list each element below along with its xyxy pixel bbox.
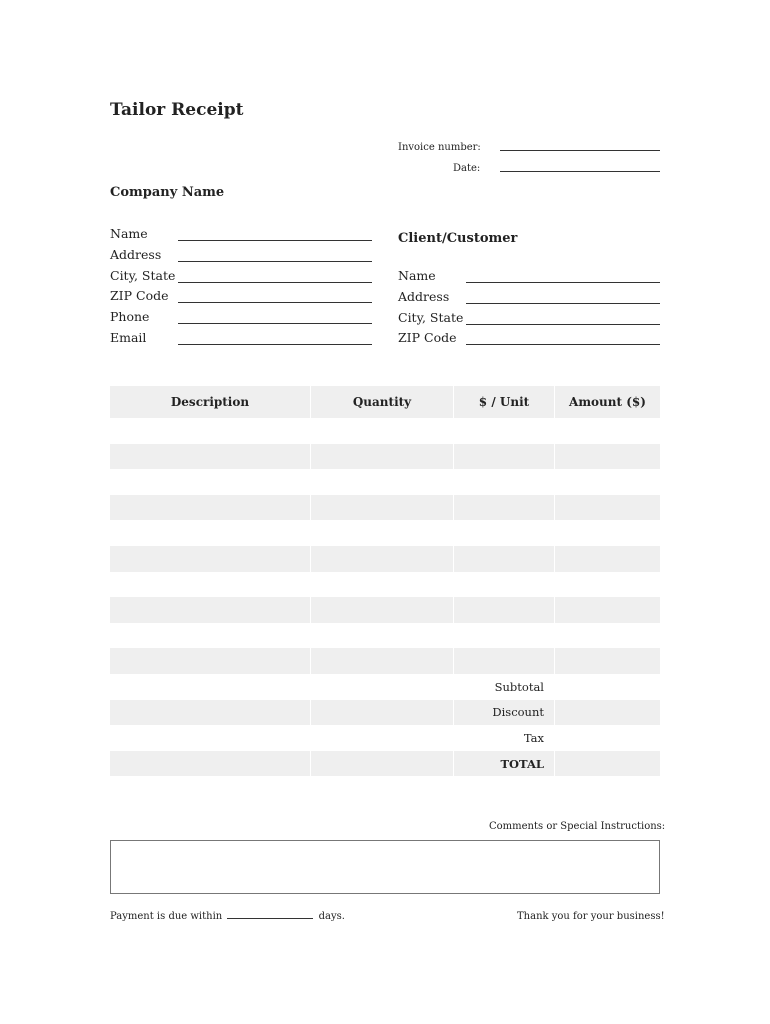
- summary-value[interactable]: [555, 674, 660, 700]
- table-cell[interactable]: [311, 495, 454, 521]
- header-amount: Amount ($): [569, 395, 646, 409]
- table-cell[interactable]: [555, 546, 660, 572]
- table-cell[interactable]: [311, 700, 454, 726]
- summary-row: [110, 700, 660, 726]
- table-cell[interactable]: [454, 520, 555, 546]
- comments-label: Comments or Special Instructions:: [489, 821, 666, 832]
- thanks-text: Thank you for your business!: [517, 911, 665, 922]
- table-row: [110, 444, 660, 470]
- table-cell[interactable]: [110, 648, 311, 674]
- company-field-input[interactable]: [178, 344, 372, 345]
- client-field-label: Name: [398, 268, 436, 283]
- table-row: [110, 469, 660, 495]
- company-field-label: Phone: [110, 309, 150, 325]
- company-heading: Company Name: [110, 185, 225, 200]
- client-field-label: City, State: [398, 309, 464, 325]
- table-cell[interactable]: [555, 495, 660, 521]
- table-cell[interactable]: [311, 546, 454, 572]
- payment-suffix: days.: [318, 911, 345, 922]
- table-cell[interactable]: [110, 700, 311, 726]
- table-cell[interactable]: [555, 418, 660, 444]
- comments-box[interactable]: [110, 840, 660, 894]
- header-quantity: Quantity: [311, 386, 454, 418]
- table-cell[interactable]: [110, 469, 311, 495]
- payment-days-field[interactable]: [227, 918, 313, 919]
- company-field-label: Address: [110, 246, 162, 262]
- company-field-label: Name: [110, 226, 148, 241]
- table-cell[interactable]: [555, 623, 660, 649]
- summary-label: TOTAL: [454, 751, 555, 777]
- summary-label: Tax: [454, 725, 555, 751]
- table-cell[interactable]: [311, 648, 454, 674]
- client-field-input[interactable]: [466, 303, 660, 304]
- table-header-row: [110, 386, 660, 418]
- summary-row: [110, 751, 660, 777]
- table-cell[interactable]: [311, 674, 454, 700]
- table-cell[interactable]: [555, 597, 660, 623]
- summary-label: Discount: [454, 700, 555, 726]
- company-field-input[interactable]: [178, 302, 372, 303]
- summary-value[interactable]: [555, 725, 660, 751]
- date-field[interactable]: [500, 171, 660, 172]
- table-cell[interactable]: [311, 725, 454, 751]
- summary-row: [110, 725, 660, 751]
- summary-label: Subtotal: [454, 674, 555, 700]
- table-cell[interactable]: [110, 623, 311, 649]
- date-label: Date:: [453, 163, 481, 174]
- table-cell[interactable]: [110, 495, 311, 521]
- payment-prefix: Payment is due within: [110, 911, 223, 922]
- client-field-input[interactable]: [466, 282, 660, 283]
- table-row: [110, 648, 660, 674]
- table-cell[interactable]: [454, 546, 555, 572]
- table-row: [110, 597, 660, 623]
- table-cell[interactable]: [311, 623, 454, 649]
- client-field-input[interactable]: [466, 324, 660, 325]
- table-cell[interactable]: [311, 418, 454, 444]
- table-cell[interactable]: [454, 572, 555, 598]
- table-cell[interactable]: [555, 469, 660, 495]
- table-body: [110, 418, 660, 776]
- table-cell[interactable]: [454, 469, 555, 495]
- summary-row: [110, 674, 660, 700]
- table-cell[interactable]: [454, 444, 555, 470]
- table-cell[interactable]: [311, 444, 454, 470]
- items-table: [110, 386, 660, 776]
- client-field-label: Address: [398, 288, 450, 304]
- client-field-label: ZIP Code: [398, 330, 457, 346]
- table-cell[interactable]: [555, 648, 660, 674]
- table-cell[interactable]: [555, 520, 660, 546]
- table-cell[interactable]: [110, 418, 311, 444]
- table-cell[interactable]: [311, 751, 454, 777]
- table-cell[interactable]: [555, 572, 660, 598]
- table-row: [110, 572, 660, 598]
- table-cell[interactable]: [555, 444, 660, 470]
- table-cell[interactable]: [110, 546, 311, 572]
- company-field-label: ZIP Code: [110, 288, 169, 304]
- table-cell[interactable]: [454, 648, 555, 674]
- table-cell[interactable]: [311, 520, 454, 546]
- invoice-number-field[interactable]: [500, 150, 660, 151]
- header-description: Description: [110, 386, 311, 418]
- payment-terms: [110, 911, 345, 922]
- table-cell[interactable]: [110, 572, 311, 598]
- table-cell[interactable]: [110, 725, 311, 751]
- company-field-input[interactable]: [178, 261, 372, 262]
- document-title: Tailor Receipt: [110, 100, 244, 120]
- table-cell[interactable]: [110, 520, 311, 546]
- company-field-input[interactable]: [178, 282, 372, 283]
- invoice-number-label: Invoice number:: [398, 142, 481, 153]
- summary-value[interactable]: [555, 700, 660, 726]
- table-cell[interactable]: [110, 674, 311, 700]
- header-unit-price: $ / Unit: [454, 386, 555, 418]
- table-cell[interactable]: [110, 597, 311, 623]
- company-field-input[interactable]: [178, 240, 372, 241]
- table-row: [110, 546, 660, 572]
- table-cell[interactable]: [110, 444, 311, 470]
- company-field-input[interactable]: [178, 323, 372, 324]
- company-field-label: City, State: [110, 267, 176, 283]
- table-row: [110, 495, 660, 521]
- table-cell[interactable]: [454, 495, 555, 521]
- table-cell[interactable]: [110, 751, 311, 777]
- table-row: [110, 623, 660, 649]
- summary-value[interactable]: [555, 751, 660, 777]
- client-field-input[interactable]: [466, 344, 660, 345]
- client-heading: Client/Customer: [398, 231, 518, 246]
- table-cell[interactable]: [311, 572, 454, 598]
- table-cell[interactable]: [454, 597, 555, 623]
- table-cell[interactable]: [454, 418, 555, 444]
- company-field-label: Email: [110, 330, 147, 345]
- table-cell[interactable]: [311, 597, 454, 623]
- table-cell[interactable]: [311, 469, 454, 495]
- table-row: [110, 418, 660, 444]
- table-row: [110, 520, 660, 546]
- table-cell[interactable]: [454, 623, 555, 649]
